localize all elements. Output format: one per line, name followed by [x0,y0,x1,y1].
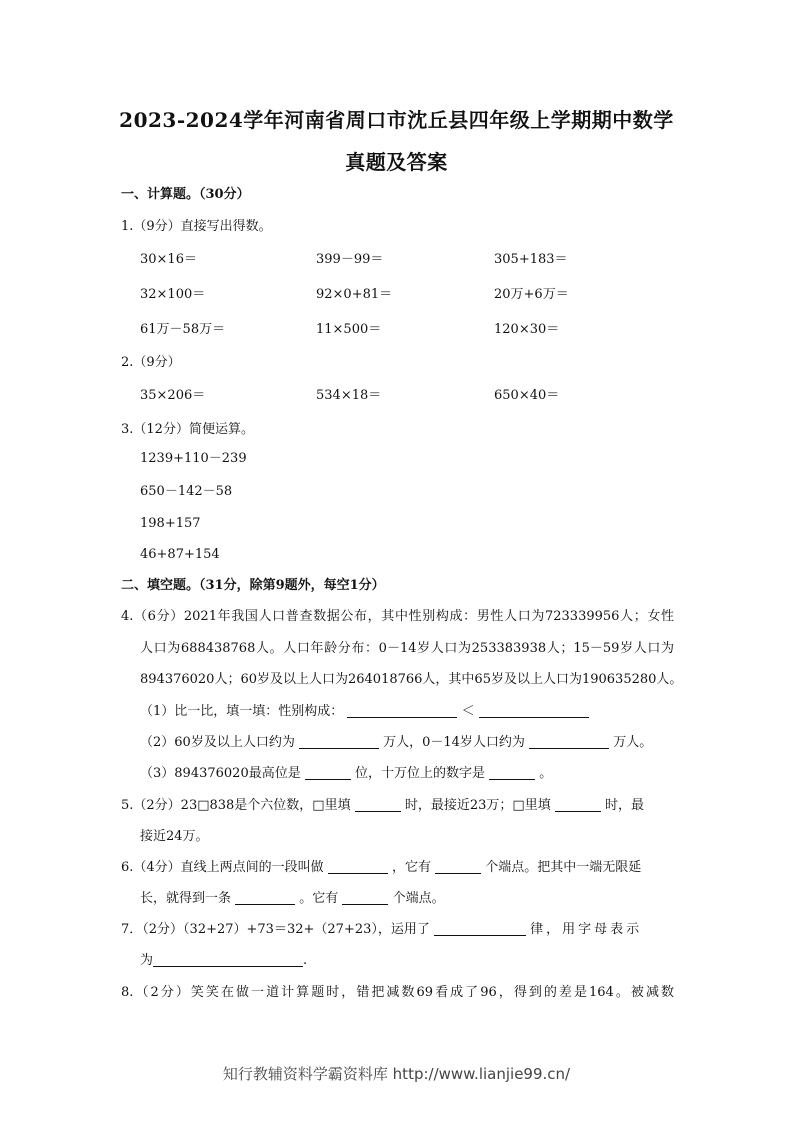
q1-item: 399－99＝ [316,252,384,267]
answer-blank[interactable] [479,703,589,718]
q6-line-1 [121,859,641,877]
less-than-sign: ＜ [461,704,475,719]
q5-text-a: 5.（2分）23□838是个六位数，□里填 [121,798,351,813]
q4-sub-2-text-a: （2）60岁及以上人口约为 [140,735,295,750]
q2-item: 650×40＝ [494,388,560,403]
q1-item: 32×100＝ [140,287,206,302]
q7-text-d: . [303,953,308,968]
q4-sub-3-text-c: 。 [539,766,553,781]
q4-sub-3 [140,765,552,783]
q3-item: 650－142－58 [140,484,233,499]
q2-item: 534×18＝ [316,388,382,403]
q7-text-b: 律，用字母表示 [530,922,643,937]
answer-blank[interactable] [489,765,535,780]
section-heading-fill-in: 二、填空题。（31分，除第9题外，每空1分） [121,578,385,593]
q4-text-line-1: 4.（6分）2021年我国人口普查数据公布，其中性别构成：男性人口为723339956人；女性 [121,609,674,624]
q7-text-c: 为 [140,953,154,968]
q1-item: 120×30＝ [494,322,560,337]
q6-text-d: 长，就得到一条 [140,891,232,906]
section-heading-calculation: 一、计算题。（30分） [121,187,250,202]
q1-item: 61万－58万＝ [140,322,226,337]
answer-blank[interactable] [305,765,351,780]
q1-item: 30×16＝ [140,252,197,267]
q7-line-1 [121,921,642,939]
q4-text-line-2: 人口为688438768人。人口年龄分布：0－14岁人口为253383938人；15－59岁人口为 [140,641,674,656]
footer-watermark: 知行教辅资料学霸资料库 http://www.lianjie99.cn/ [222,1065,571,1083]
q5-text-c: 时，最 [605,798,645,813]
answer-blank[interactable] [435,859,481,874]
q4-sub-2-text-c: 万人。 [613,735,653,750]
answer-blank[interactable] [355,797,401,812]
q4-sub-2-text-b: 万人，0－14岁人口约为 [383,735,525,750]
q2-item: 35×206＝ [140,388,206,403]
answer-blank[interactable] [299,734,379,749]
q6-text-e: 。它有 [299,891,339,906]
q3-item: 46+87+154 [140,547,220,562]
q6-text-b: ，它有 [391,860,431,875]
q1-item: 92×0+81＝ [316,287,393,302]
q4-sub-3-text-b: 位，十万位上的数字是 [355,766,486,781]
q7-line-2 [140,952,307,970]
q1-item: 305+183＝ [494,252,568,267]
answer-blank[interactable] [328,859,388,874]
q5-line-2: 接近24万。 [140,829,209,844]
answer-blank[interactable] [342,890,388,905]
q3-item: 198+157 [140,516,201,531]
question-1-label: 1.（9分）直接写出得数。 [121,219,272,234]
q3-item: 1239+110－239 [140,451,247,466]
q4-sub-2 [140,734,652,752]
document-title-line-1: 2023-2024学年河南省周口市沈丘县四年级上学期期中数学 [119,108,674,132]
q4-sub-1 [140,703,589,721]
q5-text-b: 时，最接近23万；□里填 [404,798,551,813]
q1-item: 11×500＝ [316,322,382,337]
q5-line-1 [121,797,644,815]
q6-line-2 [140,890,445,908]
q4-sub-1-text: （1）比一比，填一填：性别构成： [140,704,344,719]
answer-blank[interactable] [555,797,601,812]
q1-item: 20万+6万＝ [494,287,569,302]
answer-blank[interactable] [434,921,526,936]
answer-blank[interactable] [153,952,303,967]
question-2-label: 2.（9分） [121,355,181,370]
answer-blank[interactable] [235,890,295,905]
q6-text-f: 个端点。 [392,891,445,906]
q6-text-c: 个端点。把其中一端无限延 [485,860,642,875]
q4-sub-3-text-a: （3）894376020最高位是 [140,766,301,781]
q7-text-a: 7．（2分）（32+27）+73＝32+（27+23），运用了 [121,922,430,937]
question-3-label: 3.（12分）简便运算。 [121,422,254,437]
q6-text-a: 6.（4分）直线上两点间的一段叫做 [121,860,324,875]
answer-blank[interactable] [347,703,457,718]
q4-text-line-3: 894376020人；60岁及以上人口为264018766人，其中65岁及以上人口为190635280人。 [140,672,683,687]
q8-line-1: 8.（2分）笑笑在做一道计算题时，错把减数69看成了96，得到的差是164。被减数 [121,985,674,1000]
answer-blank[interactable] [529,734,609,749]
document-title-line-2: 真题及答案 [345,150,448,174]
